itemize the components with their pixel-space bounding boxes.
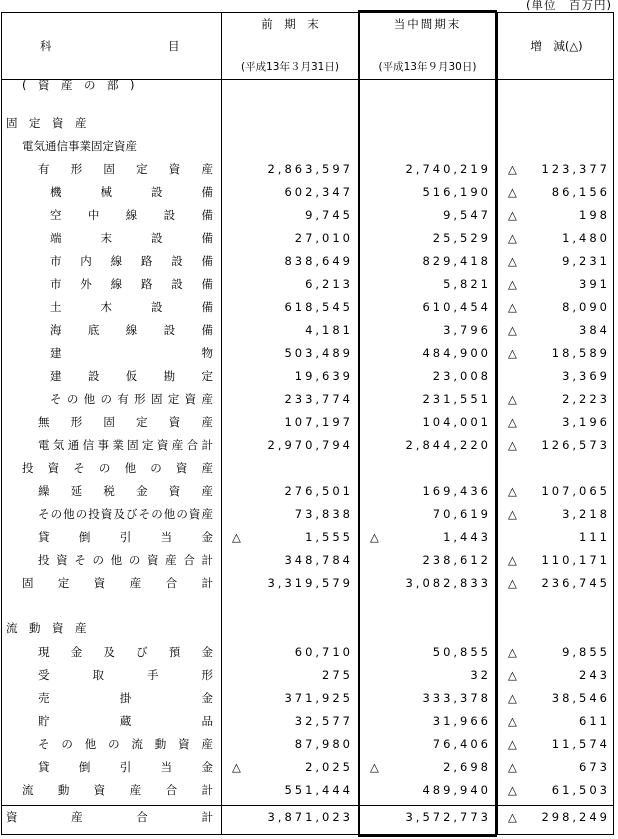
header-subject-a: 科 bbox=[40, 39, 52, 53]
prev-value: 275 bbox=[322, 668, 353, 682]
cur-value: 489,940 bbox=[422, 783, 491, 797]
prev-value: 87,980 bbox=[294, 737, 353, 751]
row-label: ( 資 産 の 部 ) bbox=[22, 78, 135, 92]
row-label: 電気通信事業固定資産合計 bbox=[38, 438, 213, 452]
diff-value: 86,156 bbox=[551, 185, 610, 199]
cur-value: 516,190 bbox=[422, 185, 491, 199]
row-label: 受取手形 bbox=[38, 668, 213, 682]
header-cur-title: 当中間期末 bbox=[393, 17, 462, 31]
diff-negative-mark: △ bbox=[508, 185, 517, 199]
diff-value: 243 bbox=[579, 668, 610, 682]
prev-value: 1,555 bbox=[305, 530, 353, 544]
prev-value: 551,444 bbox=[284, 783, 353, 797]
diff-value: 673 bbox=[579, 760, 610, 774]
cur-value: 169,436 bbox=[422, 484, 491, 498]
row-label: その他の有形固定資産 bbox=[50, 392, 213, 406]
prev-value: 233,774 bbox=[284, 392, 353, 406]
cur-value: 25,529 bbox=[432, 231, 491, 245]
prev-value: 3,871,023 bbox=[267, 810, 353, 824]
diff-negative-mark: △ bbox=[508, 507, 517, 521]
cur-value: 238,612 bbox=[422, 553, 491, 567]
prev-value: 618,545 bbox=[284, 300, 353, 314]
table-row bbox=[0, 181, 618, 204]
header-prev-date: (平成13年３月31日) bbox=[241, 61, 339, 73]
prev-value: 27,010 bbox=[294, 231, 353, 245]
diff-negative-mark: △ bbox=[508, 691, 517, 705]
diff-value: 8,090 bbox=[562, 300, 610, 314]
table-row bbox=[0, 526, 618, 549]
diff-value: 110,171 bbox=[541, 553, 610, 567]
row-label: 繰延税金資産 bbox=[38, 484, 213, 498]
diff-value: 111 bbox=[579, 530, 610, 544]
cur-value: 484,900 bbox=[422, 346, 491, 360]
table-row bbox=[0, 641, 618, 664]
row-label: 資産合計 bbox=[6, 810, 213, 824]
diff-negative-mark: △ bbox=[508, 668, 517, 682]
row-label: 有形固定資産 bbox=[38, 162, 213, 176]
cur-value: 23,008 bbox=[432, 369, 491, 383]
diff-value: 384 bbox=[579, 323, 610, 337]
prev-value: 2,970,794 bbox=[267, 438, 353, 452]
diff-negative-mark: △ bbox=[508, 300, 517, 314]
header-diff: 増 減(△) bbox=[530, 39, 583, 53]
prev-value: 371,925 bbox=[284, 691, 353, 705]
row-label: 投資その他の資産 bbox=[22, 461, 213, 475]
table-row bbox=[0, 250, 618, 273]
diff-negative-mark: △ bbox=[508, 645, 517, 659]
table-row bbox=[0, 319, 618, 342]
row-label: 海底線設備 bbox=[50, 323, 213, 337]
diff-negative-mark: △ bbox=[508, 737, 517, 751]
diff-negative-mark: △ bbox=[508, 323, 517, 337]
diff-value: 3,196 bbox=[562, 415, 610, 429]
cur-value: 32 bbox=[470, 668, 491, 682]
table-row bbox=[0, 204, 618, 227]
prev-value: 9,745 bbox=[305, 208, 353, 222]
table-row bbox=[0, 806, 618, 829]
row-label: 機械設備 bbox=[50, 185, 213, 199]
diff-negative-mark: △ bbox=[508, 714, 517, 728]
diff-value: 9,855 bbox=[562, 645, 610, 659]
table-row bbox=[0, 434, 618, 457]
table-row bbox=[0, 617, 618, 640]
diff-value: 298,249 bbox=[541, 810, 610, 824]
table-row bbox=[0, 74, 618, 97]
table-row bbox=[0, 273, 618, 296]
header-prev-title: 前 期 末 bbox=[261, 17, 319, 31]
table-row bbox=[0, 227, 618, 250]
diff-value: 38,546 bbox=[551, 691, 610, 705]
row-label: 売掛金 bbox=[38, 691, 213, 705]
diff-negative-mark: △ bbox=[508, 438, 517, 452]
cur-value: 70,619 bbox=[432, 507, 491, 521]
table-row bbox=[0, 549, 618, 572]
table-row bbox=[0, 342, 618, 365]
cur-negative-mark: △ bbox=[370, 760, 379, 774]
prev-negative-mark: △ bbox=[232, 530, 241, 544]
header-subject-b: 目 bbox=[168, 39, 180, 53]
diff-value: 198 bbox=[579, 208, 610, 222]
table-row bbox=[0, 664, 618, 687]
cur-value: 76,406 bbox=[432, 737, 491, 751]
prev-value: 503,489 bbox=[284, 346, 353, 360]
cur-value: 31,966 bbox=[432, 714, 491, 728]
cur-value: 104,001 bbox=[422, 415, 491, 429]
diff-value: 391 bbox=[579, 277, 610, 291]
row-label: 市内線路設備 bbox=[50, 254, 213, 268]
diff-value: 9,231 bbox=[562, 254, 610, 268]
cur-value: 9,547 bbox=[443, 208, 491, 222]
cur-value: 333,378 bbox=[422, 691, 491, 705]
cur-value: 231,551 bbox=[422, 392, 491, 406]
prev-negative-mark: △ bbox=[232, 760, 241, 774]
row-label: 固定資産合計 bbox=[22, 576, 213, 590]
diff-value: 126,573 bbox=[541, 438, 610, 452]
cur-negative-mark: △ bbox=[370, 530, 379, 544]
prev-value: 602,347 bbox=[284, 185, 353, 199]
row-label: 貸倒引当金 bbox=[38, 530, 213, 544]
table-row bbox=[0, 756, 618, 779]
row-label: 端末設備 bbox=[50, 231, 213, 245]
prev-value: 3,319,579 bbox=[267, 576, 353, 590]
prev-value: 60,710 bbox=[294, 645, 353, 659]
row-label: 貯蔵品 bbox=[38, 714, 213, 728]
cur-value: 2,740,219 bbox=[405, 162, 491, 176]
unit-note: (単位 百万円) bbox=[526, 0, 612, 12]
table-row bbox=[0, 388, 618, 411]
row-label: 建物 bbox=[50, 346, 213, 360]
diff-negative-mark: △ bbox=[508, 553, 517, 567]
cur-value: 5,821 bbox=[443, 277, 491, 291]
prev-value: 2,025 bbox=[305, 760, 353, 774]
table-row bbox=[0, 411, 618, 434]
table-row bbox=[0, 296, 618, 319]
cur-value: 829,418 bbox=[422, 254, 491, 268]
table-row bbox=[0, 457, 618, 480]
cur-value: 3,572,773 bbox=[405, 810, 491, 824]
diff-negative-mark: △ bbox=[508, 760, 517, 774]
table-row bbox=[0, 572, 618, 595]
table-row bbox=[0, 503, 618, 526]
cur-value: 2,698 bbox=[443, 760, 491, 774]
row-label: 投資その他の資産合計 bbox=[38, 553, 213, 567]
cur-value: 1,443 bbox=[443, 530, 491, 544]
diff-value: 611 bbox=[579, 714, 610, 728]
cur-value: 3,082,833 bbox=[405, 576, 491, 590]
table-row bbox=[0, 480, 618, 503]
cur-value: 2,844,220 bbox=[405, 438, 491, 452]
table-row bbox=[0, 135, 618, 158]
table-row bbox=[0, 733, 618, 756]
diff-negative-mark: △ bbox=[508, 254, 517, 268]
prev-value: 4,181 bbox=[305, 323, 353, 337]
row-label: 市外線路設備 bbox=[50, 277, 213, 291]
prev-value: 276,501 bbox=[284, 484, 353, 498]
row-label: その他の流動資産 bbox=[38, 737, 213, 751]
diff-value: 61,503 bbox=[551, 783, 610, 797]
prev-value: 2,863,597 bbox=[267, 162, 353, 176]
prev-value: 73,838 bbox=[294, 507, 353, 521]
diff-negative-mark: △ bbox=[508, 346, 517, 360]
prev-value: 6,213 bbox=[305, 277, 353, 291]
row-label: その他の投資及びその他の資産 bbox=[38, 507, 213, 521]
row-label: 固 定 資 産 bbox=[6, 116, 87, 130]
table-row bbox=[0, 158, 618, 181]
prev-value: 32,577 bbox=[294, 714, 353, 728]
prev-value: 107,197 bbox=[284, 415, 353, 429]
cur-value: 50,855 bbox=[432, 645, 491, 659]
diff-value: 1,480 bbox=[562, 231, 610, 245]
prev-value: 838,649 bbox=[284, 254, 353, 268]
prev-value: 19,639 bbox=[294, 369, 353, 383]
cur-value: 3,796 bbox=[443, 323, 491, 337]
diff-negative-mark: △ bbox=[508, 783, 517, 797]
diff-negative-mark: △ bbox=[508, 810, 517, 824]
diff-value: 2,223 bbox=[562, 392, 610, 406]
diff-negative-mark: △ bbox=[508, 392, 517, 406]
diff-negative-mark: △ bbox=[508, 415, 517, 429]
diff-value: 3,218 bbox=[562, 507, 610, 521]
diff-negative-mark: △ bbox=[508, 277, 517, 291]
row-label: 空中線設備 bbox=[50, 208, 213, 222]
diff-value: 236,745 bbox=[541, 576, 610, 590]
table-row bbox=[0, 365, 618, 388]
row-label: 建設仮勘定 bbox=[50, 369, 213, 383]
diff-negative-mark: △ bbox=[508, 576, 517, 590]
diff-negative-mark: △ bbox=[508, 208, 517, 222]
header-cur-date: (平成13年９月30日) bbox=[378, 61, 477, 73]
table-row bbox=[0, 710, 618, 733]
row-label: 流動資産合計 bbox=[22, 783, 213, 797]
diff-value: 18,589 bbox=[551, 346, 610, 360]
diff-value: 3,369 bbox=[562, 369, 610, 383]
prev-value: 348,784 bbox=[284, 553, 353, 567]
cur-value: 610,454 bbox=[422, 300, 491, 314]
row-label: 無形固定資産 bbox=[38, 415, 213, 429]
diff-negative-mark: △ bbox=[508, 231, 517, 245]
row-label: 土木設備 bbox=[50, 300, 213, 314]
diff-negative-mark: △ bbox=[508, 162, 517, 176]
table-row bbox=[0, 112, 618, 135]
row-label: 電気通信事業固定資産 bbox=[22, 139, 137, 153]
row-label: 流 動 資 産 bbox=[6, 621, 87, 635]
diff-value: 123,377 bbox=[541, 162, 610, 176]
table-row bbox=[0, 779, 618, 802]
row-label: 貸倒引当金 bbox=[38, 760, 213, 774]
diff-value: 11,574 bbox=[551, 737, 610, 751]
diff-value: 107,065 bbox=[541, 484, 610, 498]
diff-negative-mark: △ bbox=[508, 484, 517, 498]
table-row bbox=[0, 687, 618, 710]
row-label: 現金及び預金 bbox=[38, 645, 213, 659]
